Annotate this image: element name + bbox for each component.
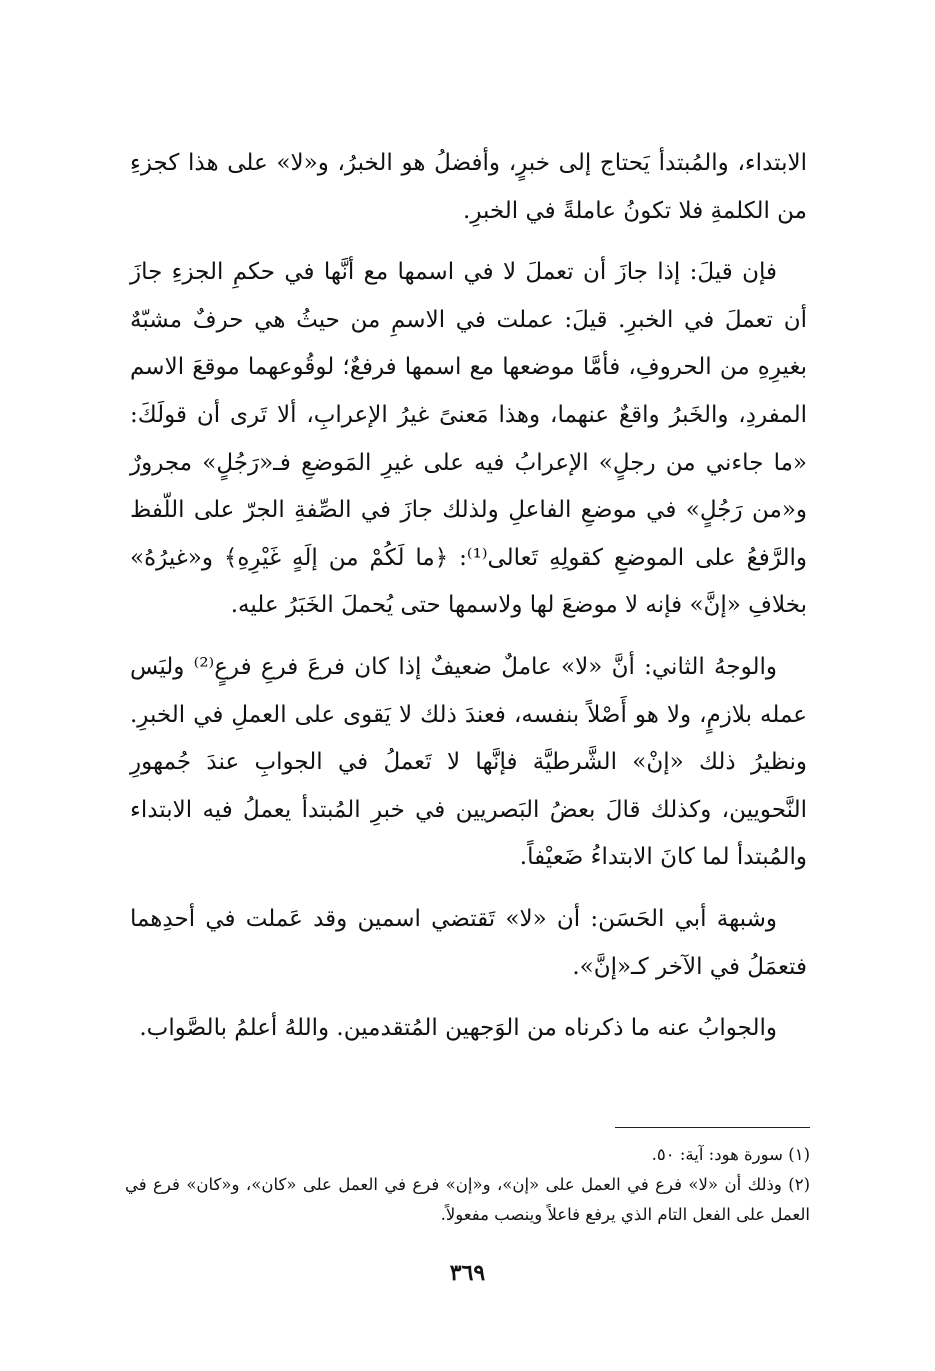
paragraph-answer: والجوابُ عنه ما ذكرناه من الوَجهين المُتقدمين. واللهُ أعلمُ بالصَّواب. (139, 1015, 777, 1042)
footnote-separator (615, 1127, 810, 1128)
main-text (130, 140, 807, 1067)
paragraph-second-reason: والوجهُ الثاني: أنَّ «لا» عاملٌ ضعيفٌ إذا كان فرعَ فرعِ فرعٍ⁽²⁾ وليَس عمله بلازمٍ، ولا هو أَصْلاً بنفسه، فعندَ ذلك لا يَقوى على العملِ في الخبرِ. ونظيرُ ذلك «إنْ» الشَّرطيَّة فإنَّها لا تَعملُ في الجوابِ عندَ جُمهورِ النَّحويين، وكذلك قالَ بعضُ البَصريين في خبرِ المُبتدأ يعملُ فيه الابتداء والمُبتدأ لما كانَ الابتداءُ ضَعيْفاً. (130, 653, 807, 871)
footnote-1: (١) سورة هود: آية: ٥٠. (651, 1145, 810, 1164)
footnotes (125, 1140, 810, 1230)
page-number: ٣٦٩ (449, 1260, 486, 1286)
paragraph-continuation: الابتداء، والمُبتدأ يَحتاج إلى خبرٍ، وأفضلُ هو الخبرُ، و«لا» على هذا كجزءِ من الكلمةِ فلا تكونُ عاملةً في الخبرِ. (130, 150, 807, 224)
footnote-2: (٢) وذلك أن «لا» فرع في العمل على «إن»، و«إن» فرع في العمل على «كان»، و«كان» فرع في العمل على الفعل التام الذي يرفع فاعلاً وينصب مفعولاً. (125, 1175, 810, 1224)
paragraph-objection: فإن قيلَ: إذا جازَ أن تعملَ لا في اسمها مع أنَّها في حكمِ الجزءِ جازَ أن تعملَ في الخبرِ. قيلَ: عملت في الاسمِ من حيثُ هي حرفٌ مشبّهٌ بغيرِهِ من الحروفِ، فأمَّا موضعها مع اسمها فرفعٌ؛ لوقُوعهما موقعَ الاسم المفردِ، والخَبرُ واقعٌ عنهما، وهذا مَعنىً غيرُ الإعرابِ، ألا تَرى أن قولَكَ: «ما جاءني من رجلٍ» الإعرابُ فيه على غيرِ المَوضعِ فـ«رَجُلٍ» مجرورٌ و«من رَجُلٍ» في موضعِ الفاعلِ ولذلك جازَ في الصِّفةِ الجرّ على اللّفظ والرَّفعُ على الموضعِ كقولِهِ تَعالى⁽¹⁾: ﴿ما لَكُمْ من إلَهٍ غَيْرِهِ﴾ و«غيرُهُ» بخلافِ «إنَّ» فإنه لا موضعَ لها ولاسمها حتى يُحملَ الخَبَرُ عليه. (130, 259, 807, 619)
paragraph-abu-al-hasan: وشبهة أبي الحَسَن: أن «لا» تَقتضي اسمين وقد عَملت في أحدِهما فتعمَلُ في الآخر كـ«إنَّ». (130, 905, 807, 980)
